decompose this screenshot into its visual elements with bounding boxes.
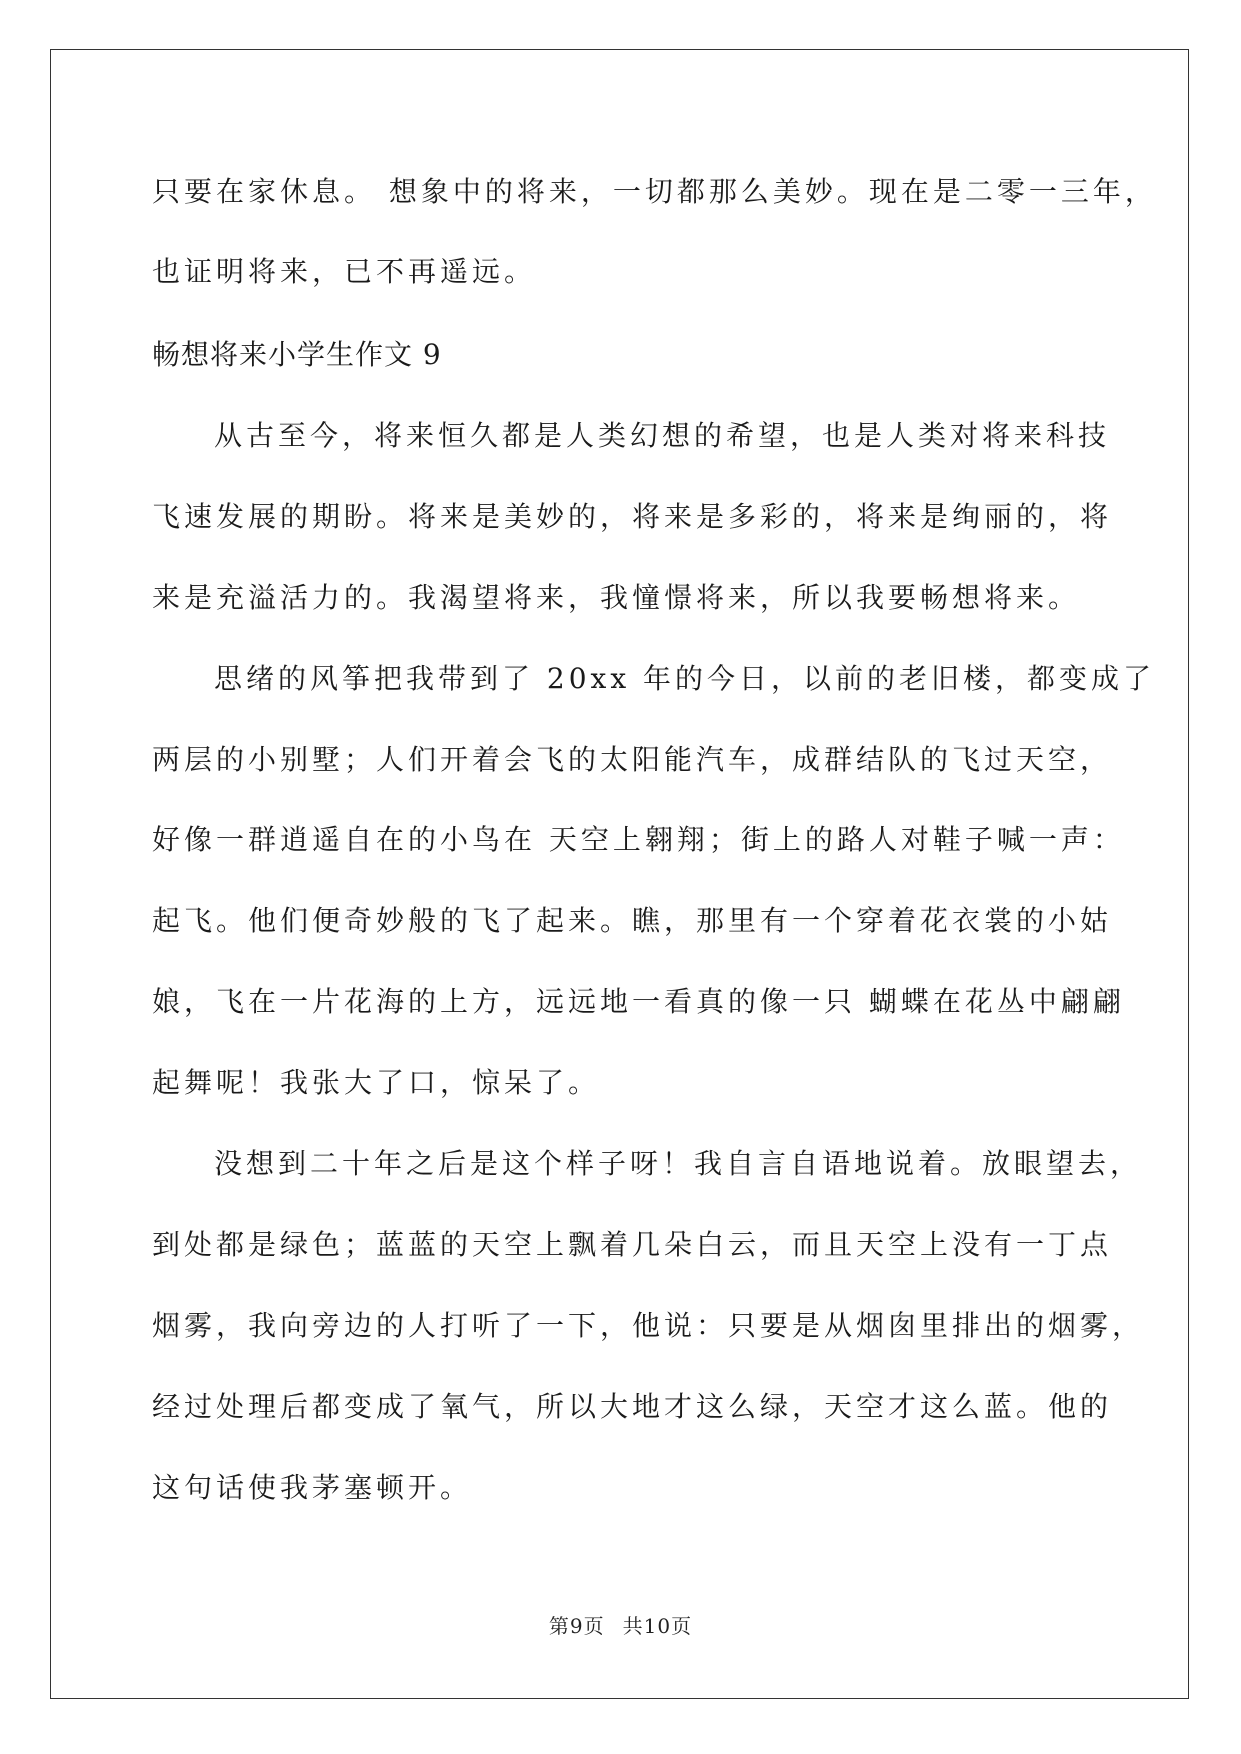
text-line: 经过处理后都变成了氧气，所以大地才这么绿，天空才这么蓝。他的	[152, 1390, 1113, 1423]
text-line: 飞速发展的期盼。将来是美妙的，将来是多彩的，将来是绚丽的，将	[152, 500, 1113, 533]
page-total: 共10页	[622, 1614, 693, 1638]
text-line: 娘，飞在一片花海的上方，远远地一看真的像一只 蝴蝶在花丛中翩翩	[152, 985, 1125, 1018]
text-line: 两层的小别墅；人们开着会飞的太阳能汽车，成群结队的飞过天空，	[152, 743, 1113, 776]
page-border	[50, 49, 1189, 1699]
text-line: 没想到二十年之后是这个样子呀！我自言自语地说着。放眼望去，	[214, 1147, 1143, 1180]
page-footer	[0, 1612, 1241, 1640]
section-heading: 畅想将来小学生作文 9	[152, 338, 442, 371]
text-line: 这句话使我茅塞顿开。	[152, 1471, 473, 1504]
page-number: 第9页	[548, 1614, 605, 1638]
text-line: 起飞。他们便奇妙般的飞了起来。瞧，那里有一个穿着花衣裳的小姑	[152, 904, 1113, 937]
text-line: 只要在家休息。 想象中的将来，一切都那么美妙。现在是二零一三年，	[152, 175, 1157, 208]
text-line: 也证明将来，已不再遥远。	[152, 255, 537, 288]
text-line: 起舞呢！我张大了口，惊呆了。	[152, 1066, 601, 1099]
text-line: 从古至今，将来恒久都是人类幻想的希望，也是人类对将来科技	[214, 419, 1111, 452]
text-line: 来是充溢活力的。我渴望将来，我憧憬将来，所以我要畅想将来。	[152, 581, 1081, 614]
text-line: 思绪的风筝把我带到了 20xx 年的今日，以前的老旧楼，都变成了	[214, 662, 1156, 695]
text-line: 烟雾，我向旁边的人打听了一下，他说：只要是从烟囱里排出的烟雾，	[152, 1309, 1145, 1342]
text-line: 到处都是绿色；蓝蓝的天空上飘着几朵白云，而且天空上没有一丁点	[152, 1228, 1113, 1261]
text-line: 好像一群逍遥自在的小鸟在 天空上翱翔；街上的路人对鞋子喊一声：	[152, 823, 1125, 856]
